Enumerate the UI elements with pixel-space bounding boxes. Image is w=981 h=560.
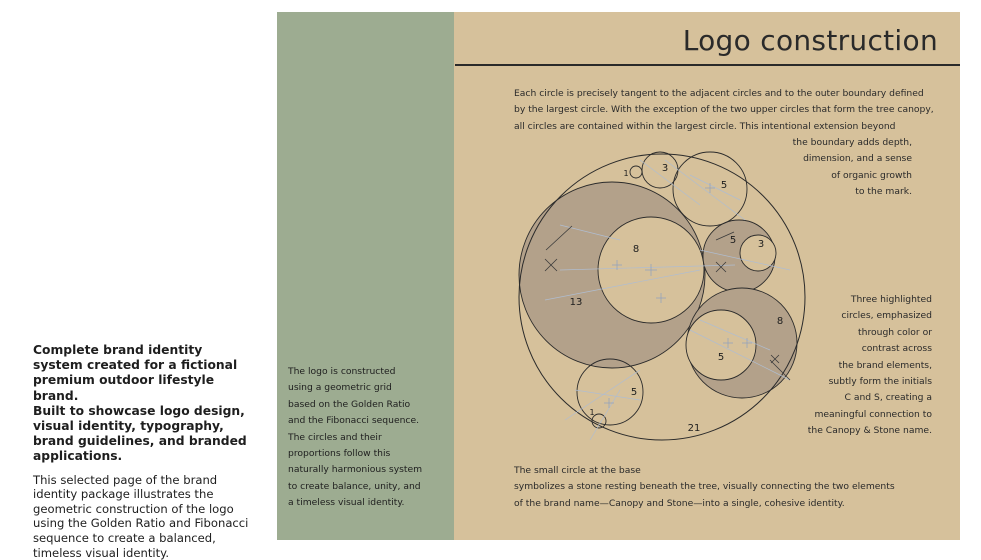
- label-1-base: 1: [589, 408, 595, 417]
- label-3-mid: 3: [757, 239, 765, 250]
- highlight-text: Three highlighted circles, emphasized through color or contrast across the brand elements, subtly form the initials C and S, creating a meaningful connection to the Canopy & Stone name.: [807, 294, 932, 437]
- label-5-low: 5: [717, 352, 725, 363]
- page-title: Logo construction: [682, 24, 938, 57]
- label-5-base: 5: [630, 387, 638, 398]
- intro-text: Each circle is precisely tangent to the adjacent circles and to the outer boundary defined by the largest circle. With the exception of the two upper circles that form the tree canopy, all circles are contained within the largest circle. This intentional extension beyond: [514, 88, 934, 132]
- label-1-top: 1: [623, 169, 629, 178]
- label-3-top: 3: [661, 163, 669, 174]
- circle-3-top: [642, 152, 678, 188]
- caption-headline: Complete brand identity system created for a fictional premium outdoor lifestyle brand. Built to showcase logo design, visual identity, typography, brand guidelines, and branded applications.: [33, 343, 247, 464]
- base-text: The small circle at the base symbolizes a stone resting beneath the tree, visually connecting the two elements of the brand name—Canopy and Stone—into a single, cohesive identity.: [514, 465, 895, 509]
- label-8-left: 8: [632, 244, 640, 255]
- circle-5-low: [686, 310, 756, 380]
- circle-1-top: [630, 166, 642, 178]
- label-13: 13: [569, 297, 583, 308]
- label-5-mid: 5: [729, 235, 737, 246]
- caption-body: This selected page of the brand identity package illustrates the geometric construction of the logo using the Golden Ratio and Fibonacci sequence to create a balanced, timeless visual identity.: [33, 472, 249, 560]
- intro-tail-text: the boundary adds depth, dimension, and a sense of organic growth to the mark.: [792, 137, 912, 198]
- label-8-right: 8: [776, 316, 784, 327]
- label-21: 21: [687, 423, 701, 434]
- label-5-top: 5: [720, 180, 728, 191]
- green-panel-text: The logo is constructed using a geometric grid based on the Golden Ratio and the Fibonacci sequence. The circles and their proportions follow this naturally harmonious system to create balance, unity, and a timeless visual identity.: [288, 366, 423, 509]
